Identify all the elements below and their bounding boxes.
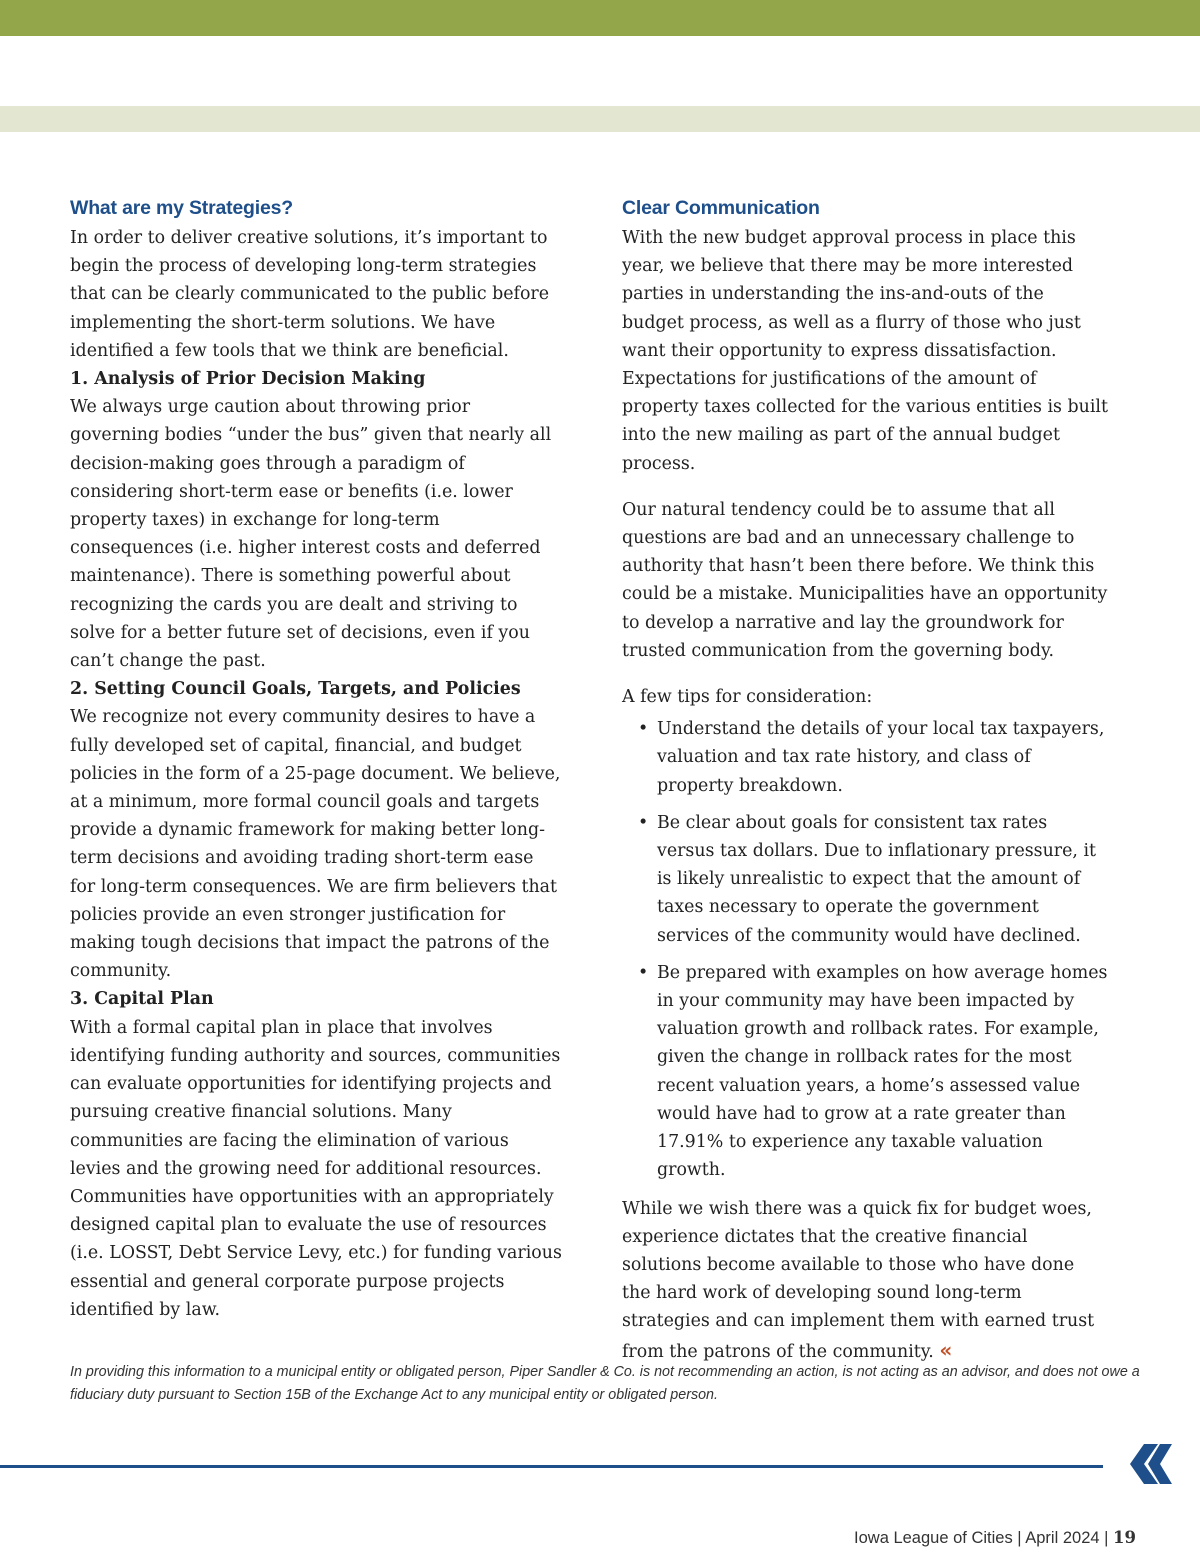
footer-separator: | [1099,1529,1114,1547]
communication-paragraph-2: Our natural tendency could be to assume that all questions are bad and an unnecessary challenge to authority that hasn’t been there before. We think this could be a mistake. Municipalities have an opportunity to develop a narrative and lay the groundwork for trusted communication from the governing body. [622,499,1108,661]
tip-text: Be clear about goals for consistent tax rates versus tax dollars. Due to inflationary pressure, it is likely unrealistic to expect that the amount of taxes necessary to operate the government services of the community would have declined. [657,812,1097,946]
tips-list [622,715,1108,1184]
header-color-band [0,0,1200,36]
communication-paragraph-1: With the new budget approval process in place this year, we believe that there may be more interested parties in understanding the ins-and-outs of the budget process, as well as a flurry of those who just want their opportunity to express dissatisfaction. Expectations for justifications of the amount of property taxes collected for the various entities is built into the new mailing as part of the annual budget process. [622,228,1108,474]
footer-publication: Iowa League of Cities [854,1529,1013,1547]
closing-paragraph [622,1195,1108,1366]
bullet-icon: • [638,719,649,740]
disclaimer: In providing this information to a municipal entity or obligated person, Piper Sandler & Co. is not recommending an action, is not acting as an advisor, and does not owe a fiduciary duty pursuant to Section 15B of the Exchange Act to any municipal entity or obligated person. [70,1364,1140,1403]
tips-intro: A few tips for consideration: [622,687,873,708]
footer-separator: | [1012,1529,1026,1547]
list-item [622,959,1108,1185]
bullet-icon: • [638,812,649,833]
list-item [622,809,1108,950]
item-2-title: 2. Setting Council Goals, Targets, and Policies [70,679,521,700]
item-2-body: We recognize not every community desires to have a fully developed set of capital, financial, and budget policies in the form of a 25-page document. We believe, at a minimum, more formal council goals and targets provide a dynamic framework for making better long-term decisions and avoiding trading short-term ease for long-term consequences. We are firm believers that policies provide an even stronger justification for making tough decisions that impact the patrons of the community. [70,707,561,982]
left-column [70,196,562,1324]
list-item [622,715,1108,800]
closing-text: While we wish there was a quick fix for budget woes, experience dictates that the creative financial solutions become available to those who have done the hard work of developing sound long-term strategies and can implement them with earned trust from the patrons of the community. [622,1198,1095,1362]
footer-info [854,1528,1136,1548]
strategies-heading: What are my Strategies? [70,197,293,219]
item-1-title: 1. Analysis of Prior Decision Making [70,369,426,390]
footer-issue: April 2024 [1025,1529,1100,1547]
header-light-band [0,106,1200,132]
footer-rule [0,1465,1103,1468]
tip-text: Be prepared with examples on how average homes in your community may have been impacted by valuation growth and rollback rates. For example, given the change in rollback rates for the most recent valuation years, a home’s assessed value would have had to grow at a rate greater than 17.91% to experience any taxable valuation growth. [657,962,1108,1181]
item-1-body: We always urge caution about throwing prior governing bodies “under the bus” given that nearly all decision-making goes through a paradigm of considering short-term ease or benefits (i.e. lower property taxes) in exchange for long-term consequences (i.e. higher interest costs and deferred maintenance). There is something powerful about recognizing the cards you are dealt and striving to solve for a better future set of decisions, even if you can’t change the past. [70,397,552,672]
page-number: 19 [1113,1528,1136,1547]
item-3-body: With a formal capital plan in place that involves identifying funding authority and sources, communities can evaluate opportunities for identifying projects and pursuing creative financial solutions. Many communities are facing the elimination of various levies and the growing need for additional resources. Communities have opportunities with an appropriately designed capital plan to evaluate the use of resources (i.e. LOSST, Debt Service Levy, etc.) for funding various essential and general corporate purpose projects identified by law. [70,1017,562,1320]
strategies-intro: In order to deliver creative solutions, it’s important to begin the process of developing long-term strategies that can be clearly communicated to the public before implementing the short-term solutions. We have identified a few tools that we think are beneficial. [70,228,550,361]
bullet-icon: • [638,962,649,983]
communication-heading: Clear Communication [622,197,820,219]
item-3-title: 3. Capital Plan [70,989,214,1010]
end-mark-icon: « [939,1337,953,1362]
right-column [622,196,1108,1366]
double-chevron-left-icon [1122,1440,1172,1488]
tip-text: Understand the details of your local tax taxpayers, valuation and tax rate history, and class of property breakdown. [657,719,1105,796]
